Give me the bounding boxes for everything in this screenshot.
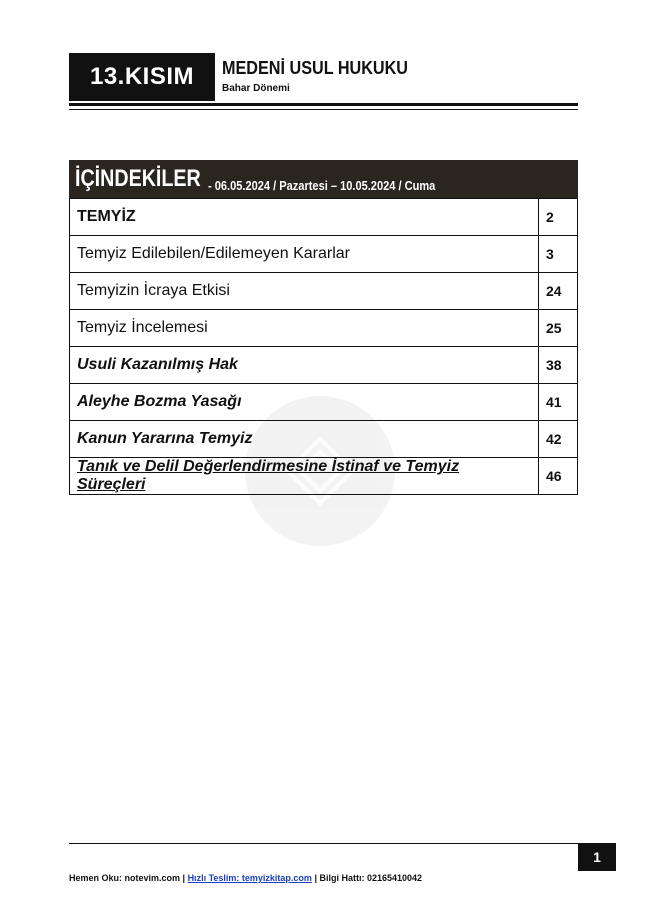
toc-row[interactable] xyxy=(70,458,578,495)
toc-entry-title[interactable]: Kanun Yararına Temyiz xyxy=(70,421,539,458)
toc-entry-page: 25 xyxy=(539,310,578,347)
toc-row[interactable] xyxy=(70,236,578,273)
section-label: 13.KISIM xyxy=(69,53,215,101)
page-number: 1 xyxy=(578,843,616,871)
toc-row[interactable] xyxy=(70,347,578,384)
toc-entry-page: 46 xyxy=(539,458,578,495)
footer-rule xyxy=(69,843,578,844)
toc-row[interactable] xyxy=(70,421,578,458)
header-rule-thin xyxy=(69,109,578,110)
toc-entry-page: 24 xyxy=(539,273,578,310)
toc-entry-title[interactable]: Aleyhe Bozma Yasağı xyxy=(70,384,539,421)
toc-entry-page: 41 xyxy=(539,384,578,421)
toc-entry-page: 42 xyxy=(539,421,578,458)
course-title: MEDENİ USUL HUKUKU xyxy=(222,58,409,78)
toc-entry-title[interactable]: Temyiz İncelemesi xyxy=(70,310,539,347)
footer-separator: | xyxy=(311,873,320,883)
header-rule-thick xyxy=(69,103,578,106)
toc-entry-title[interactable]: Temyizin İcraya Etkisi xyxy=(70,273,539,310)
toc-dates: - 06.05.2024 / Pazartesi – 10.05.2024 / Cuma xyxy=(208,178,436,193)
toc-heading: İÇİNDEKİLER xyxy=(75,165,201,192)
footer-text-phone: Bilgi Hattı: 02165410042 xyxy=(319,873,423,883)
footer-separator: | xyxy=(180,873,188,883)
toc-row[interactable] xyxy=(70,199,578,236)
toc-entry-title[interactable]: Tanık ve Delil Değerlendirmesine İstinaf ve Temyiz Süreçleri xyxy=(70,458,539,495)
footer-text-read: Hemen Oku: notevim.com xyxy=(69,873,181,883)
toc-entry-title[interactable]: TEMYİZ xyxy=(70,199,539,236)
course-subtitle: Bahar Dönemi xyxy=(222,83,290,94)
toc-entry-page: 3 xyxy=(539,236,578,273)
toc-entry-page: 2 xyxy=(539,199,578,236)
toc-header xyxy=(69,160,578,198)
toc-entry-title[interactable]: Usuli Kazanılmış Hak xyxy=(70,347,539,384)
toc-row[interactable] xyxy=(70,273,578,310)
toc-table xyxy=(69,198,578,495)
toc-entry-title[interactable]: Temyiz Edilebilen/Edilemeyen Kararlar xyxy=(70,236,539,273)
toc-row[interactable] xyxy=(70,310,578,347)
toc-entry-page: 38 xyxy=(539,347,578,384)
toc-row[interactable] xyxy=(70,384,578,421)
footer-links xyxy=(69,873,422,883)
footer-link-delivery[interactable]: Hızlı Teslim: temyizkitap.com xyxy=(187,873,312,883)
